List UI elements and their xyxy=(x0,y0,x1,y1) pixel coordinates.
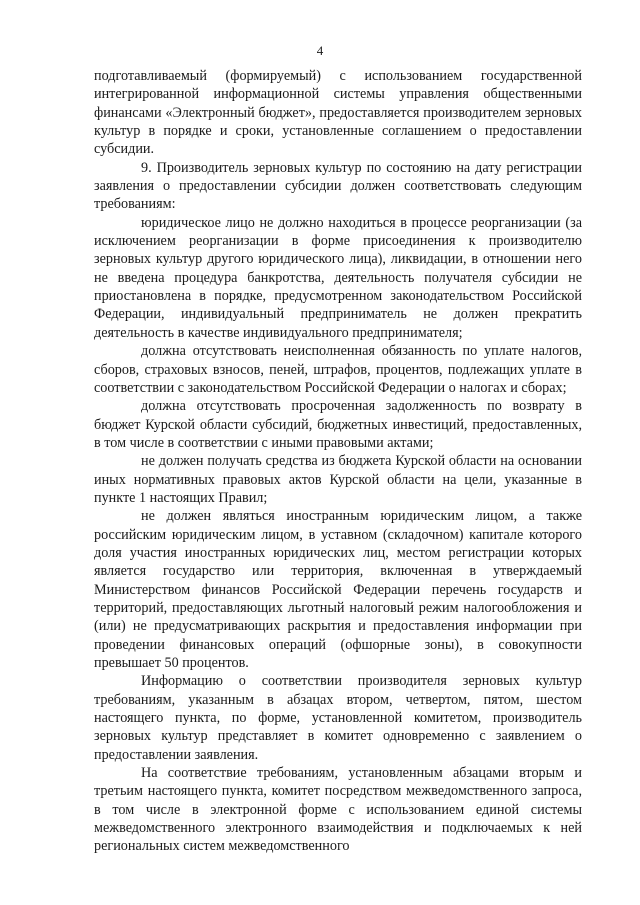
paragraph-requirement-reorganization: юридическое лицо не должно находиться в процессе реорганизации (за исключением реорганизации в форме присоединения к производителю зерновых культур другого юридического лица), ликвидации, в отношении него не введена процедура банкротства, деятельность получателя субсидии не приостановлена в порядке, предусмотренном законодательством Российской Федерации, индивидуальный предприниматель не должен прекратить деятельность в качестве индивидуального предпринимателя; xyxy=(94,214,582,341)
paragraph-item-9: 9. Производитель зерновых культур по состоянию на дату регистрации заявления о предоставлении субсидии должен соответствовать следующим требованиям: xyxy=(94,159,582,213)
paragraph-requirement-foreign: не должен являться иностранным юридическим лицом, а также российским юридическим лицом, в уставном (складочном) капитале которого доля участия иностранных юридических лиц, местом регистрации которых является государство или территория, включенная в утверждаемый Министерством финансов Российской Федерации перечень государств и территорий, предоставляющих льготный налоговый режим налогообложения и (или) не предусматривающих раскрытия и предоставления информации при проведении финансовых операций (офшорные зоны), в совокупности превышает 50 процентов. xyxy=(94,508,582,671)
page-number: 4 xyxy=(316,43,324,58)
paragraph-information: Информацию о соответствии производителя зерновых культур требованиям, указанным в абзацах втором, четвертом, пятом, шестом настоящего пункта, по форме, установленной комитетом, производитель зерновых культур представляет в комитет одновременно с заявлением о предоставлении заявления. xyxy=(94,673,582,763)
paragraph-requirement-debt: должна отсутствовать просроченная задолженность по возврату в бюджет Курской области субсидий, бюджетных инвестиций, предоставленных, в том числе в соответствии с иными правовыми актами; xyxy=(94,398,582,451)
paragraph-interagency-request: На соответствие требованиям, установленным абзацами вторым и третьим настоящего пункта, комитет посредством межведомственного запроса, в том числе в электронной форме с использованием единой системы межведомственного электронного взаимодействия и подключаемых к ней региональных систем межведомственного xyxy=(94,765,582,855)
paragraph-continuation: подготавливаемый (формируемый) с использованием государственной интегрированной информационной системы управления общественными финансами «Электронный бюджет», предоставляется производителем зерновых культур в порядке и сроки, установленные соглашением о предоставлении субсидии. xyxy=(94,68,582,158)
paragraph-requirement-taxes: должна отсутствовать неисполненная обязанность по уплате налогов, сборов, страховых взносов, пеней, штрафов, процентов, подлежащих уплате в соответствии с законодательством Российской Федерации о налогах и сборах; xyxy=(94,343,582,396)
document-body xyxy=(94,67,582,856)
paragraph-requirement-funds: не должен получать средства из бюджета Курской области на основании иных нормативных правовых актов Курской области на цели, указанные в пункте 1 настоящих Правил; xyxy=(94,453,582,506)
